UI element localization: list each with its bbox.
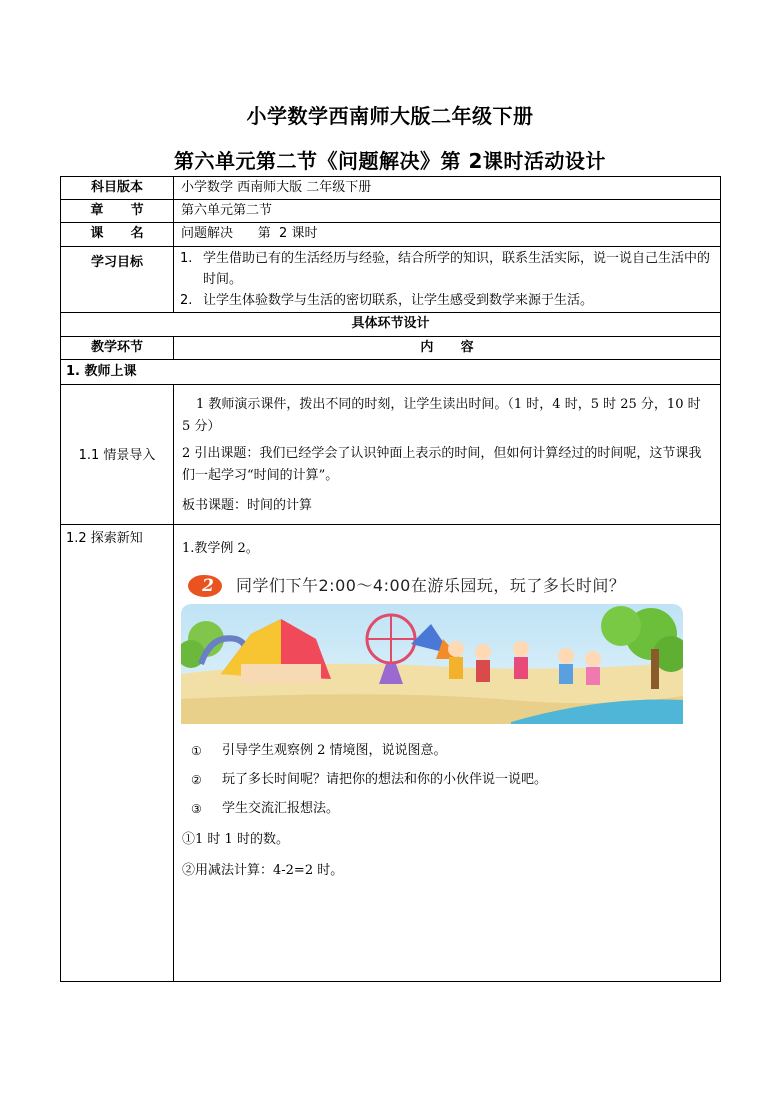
example-question: 同学们下午2:00～4:00在游乐园玩，玩了多长时间？ [236,576,626,595]
section-1-1-paragraph-2: 2 引出课题：我们已经学会了认识钟面上表示的时间，但如何计算经过的时间呢，这节课我们一起学习“时间的计算”。 [182,446,702,483]
subject-value: 小学数学 西南师大版 二年级下册 [181,180,372,195]
chapter-value: 第六单元第二节 [181,203,273,218]
lesson-label: 课 名 [90,226,144,241]
lesson-value: 问题解决 第 2 课时 [181,226,318,241]
step-header: 教学环节 [90,340,143,355]
item-1-number: ① [191,744,202,758]
goal-1-number: 1. [180,251,193,266]
section-1-2-paragraph-1: 1.教学例 2。 [182,541,259,556]
document-subtitle: 第六单元第二节《问题解决》第 2课时活动设计 [174,149,606,173]
document-title: 小学数学西南师大版二年级下册 [246,104,534,128]
goal-2-number: 2. [180,293,193,308]
section-1-1-paragraph-3: 板书课题：时间的计算 [182,498,313,513]
section-1-1-label: 1.1 情景导入 [78,448,156,463]
subject-label: 科目版本 [90,180,143,195]
item-3-number: ③ [191,802,202,816]
item-1-text: 引导学生观察例 2 情境图，说说图意。 [222,743,447,758]
chapter-label: 章 节 [90,203,144,218]
goal-2: 让学生体验数学与生活的密切联系，让学生感受到数学来源于生活。 [203,293,594,308]
goal-1: 学生借助已有的生活经历与经验，结合所学的知识，联系生活实际，说一说自己生活中的时间。 [203,251,711,287]
example-number: 2 [202,576,214,596]
answer-1: ①1 时 1 时的数。 [182,832,289,847]
content-header: 内 容 [420,340,474,355]
section-1-2-label: 1.2 探索新知 [66,531,143,546]
item-3-text: 学生交流汇报想法。 [222,801,340,816]
design-header: 具体环节设计 [351,316,430,331]
example-badge [184,573,224,599]
amusement-park-illustration [181,604,683,724]
item-2-number: ② [191,773,202,787]
section-1-1-paragraph-1: 1 教师演示课件，拨出不同的时刻，让学生读出时间。（1 时，4 时，5 时 25 分，10 时 5 分） [182,397,701,434]
goal-label: 学习目标 [90,255,143,270]
item-2-text: 玩了多长时间呢？请把你的想法和你的小伙伴说一说吧。 [222,772,548,787]
answer-2: ②用减法计算：4-2=2 时。 [182,863,344,878]
section-1-heading: 1. 教师上课 [66,364,137,379]
